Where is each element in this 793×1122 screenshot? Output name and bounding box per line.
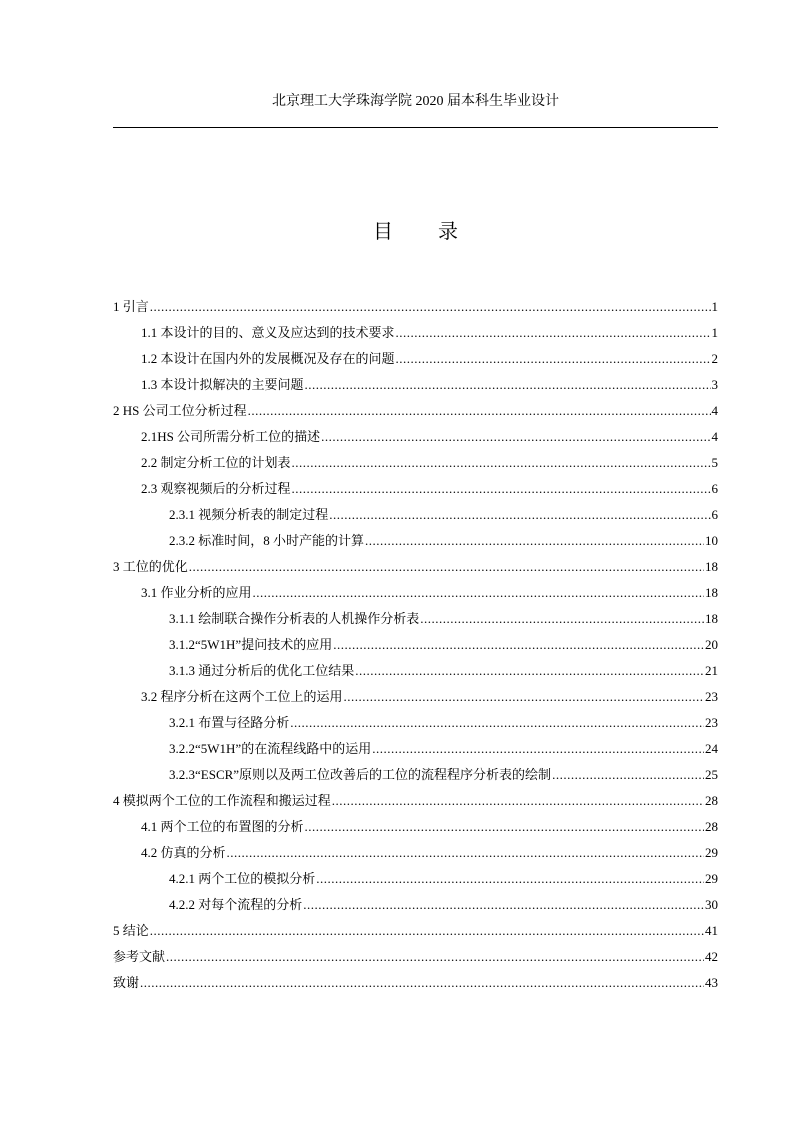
toc-page-number: 2: [711, 351, 718, 366]
toc-page-number: 10: [705, 533, 718, 548]
toc-page-number: 1: [711, 325, 718, 340]
toc-page-number: 29: [705, 871, 718, 886]
toc-entry[interactable]: [113, 974, 718, 1000]
toc-page-number: 6: [711, 507, 718, 522]
toc-dot-leader: [150, 922, 704, 940]
toc-page-number: 18: [705, 585, 718, 600]
toc-entry-title: 2.3.1 视频分析表的制定过程: [169, 507, 329, 522]
toc-entry[interactable]: [113, 818, 718, 844]
toc-dot-leader: [365, 532, 704, 550]
toc-entry[interactable]: [113, 350, 718, 376]
toc-entry[interactable]: [113, 584, 718, 610]
toc-dot-leader: [248, 402, 711, 420]
toc-entry-title: 4 模拟两个工位的工作流程和搬运过程: [113, 793, 331, 808]
toc-page-number: 18: [705, 559, 718, 574]
toc-entry-title: 致谢: [113, 975, 140, 990]
toc-entry[interactable]: [113, 636, 718, 662]
toc-entry[interactable]: [113, 896, 718, 922]
toc-page-number: 41: [705, 923, 718, 938]
table-of-contents: [113, 298, 718, 1000]
toc-entry-title: 3.2 程序分析在这两个工位上的运用: [141, 689, 343, 704]
toc-entry-title: 2.3.2 标准时间，8 小时产能的计算: [169, 533, 365, 548]
toc-page-number: 1: [711, 299, 718, 314]
toc-entry[interactable]: [113, 766, 718, 792]
toc-entry[interactable]: [113, 948, 718, 974]
toc-page-number: 30: [705, 897, 718, 912]
toc-dot-leader: [316, 870, 704, 888]
toc-dot-leader: [292, 454, 711, 472]
toc-dot-leader: [305, 818, 704, 836]
toc-entry-title: 1.3 本设计拟解决的主要问题: [141, 377, 304, 392]
toc-dot-leader: [290, 714, 704, 732]
toc-dot-leader: [420, 610, 704, 628]
toc-page-number: 43: [705, 975, 718, 990]
toc-entry-title: 3.2.3“ESCR”原则以及两工位改善后的工位的流程程序分析表的绘制: [169, 767, 552, 782]
toc-page-number: 5: [711, 455, 718, 470]
toc-page-number: 20: [705, 637, 718, 652]
toc-dot-leader: [372, 740, 704, 758]
toc-dot-leader: [355, 662, 704, 680]
toc-entry[interactable]: [113, 714, 718, 740]
toc-entry[interactable]: [113, 324, 718, 350]
toc-page-number: 18: [705, 611, 718, 626]
toc-page-number: 28: [705, 819, 718, 834]
toc-entry[interactable]: [113, 870, 718, 896]
toc-dot-leader: [305, 376, 711, 394]
running-header: 北京理工大学珠海学院 2020 届本科生毕业设计: [272, 94, 559, 109]
toc-entry-title: 3.1.1 绘制联合操作分析表的人机操作分析表: [169, 611, 420, 626]
toc-page-number: 6: [711, 481, 718, 496]
toc-entry[interactable]: [113, 298, 718, 324]
toc-entry[interactable]: [113, 428, 718, 454]
toc-page-number: 42: [705, 949, 718, 964]
toc-entry-title: 4.2.2 对每个流程的分析: [169, 897, 303, 912]
toc-dot-leader: [321, 428, 710, 446]
toc-dot-leader: [253, 584, 704, 602]
toc-page-number: 4: [711, 429, 718, 444]
toc-entry-title: 1.1 本设计的目的、意义及应达到的技术要求: [141, 325, 395, 340]
toc-dot-leader: [303, 896, 704, 914]
toc-entry-title: 4.2 仿真的分析: [141, 845, 226, 860]
toc-page-number: 21: [705, 663, 718, 678]
toc-entry[interactable]: [113, 402, 718, 428]
toc-entry[interactable]: [113, 506, 718, 532]
toc-page-number: 24: [705, 741, 718, 756]
toc-entry-title: 3.1.2“5W1H”提问技术的应用: [169, 637, 333, 652]
toc-entry-title: 1 引言: [113, 299, 149, 314]
toc-page-number: 3: [711, 377, 718, 392]
toc-entry-title: 5 结论: [113, 923, 149, 938]
toc-dot-leader: [329, 506, 710, 524]
toc-page-number: 23: [705, 715, 718, 730]
toc-dot-leader: [332, 792, 704, 810]
toc-entry-title: 2.2 制定分析工位的计划表: [141, 455, 291, 470]
toc-page-number: 23: [705, 689, 718, 704]
toc-dot-leader: [150, 298, 711, 316]
toc-entry[interactable]: [113, 454, 718, 480]
toc-entry-title: 2 HS 公司工位分析过程: [113, 403, 247, 418]
header-rule: [113, 127, 718, 128]
toc-entry[interactable]: [113, 532, 718, 558]
toc-dot-leader: [189, 558, 704, 576]
toc-page-number: 4: [711, 403, 718, 418]
toc-entry[interactable]: [113, 662, 718, 688]
toc-dot-leader: [396, 350, 711, 368]
toc-entry[interactable]: [113, 610, 718, 636]
toc-entry-title: 参考文献: [113, 949, 166, 964]
toc-entry-title: 3 工位的优化: [113, 559, 188, 574]
toc-page-number: 28: [705, 793, 718, 808]
toc-entry-title: 4.2.1 两个工位的模拟分析: [169, 871, 316, 886]
toc-entry-title: 3.2.2“5W1H”的在流程线路中的运用: [169, 741, 372, 756]
toc-entry[interactable]: [113, 922, 718, 948]
toc-dot-leader: [333, 636, 704, 654]
toc-dot-leader: [396, 324, 711, 342]
toc-entry-title: 1.2 本设计在国内外的发展概况及存在的问题: [141, 351, 395, 366]
toc-entry-title: 2.1HS 公司所需分析工位的描述: [141, 429, 321, 444]
toc-page-number: 29: [705, 845, 718, 860]
toc-entry-title: 4.1 两个工位的布置图的分析: [141, 819, 304, 834]
toc-dot-leader: [292, 480, 711, 498]
toc-entry[interactable]: [113, 844, 718, 870]
toc-entry-title: 2.3 观察视频后的分析过程: [141, 481, 291, 496]
toc-dot-leader: [166, 948, 704, 966]
toc-entry[interactable]: [113, 376, 718, 402]
toc-title: 目 录: [373, 221, 478, 243]
toc-dot-leader: [344, 688, 704, 706]
toc-entry[interactable]: [113, 688, 718, 714]
toc-entry-title: 3.2.1 布置与径路分析: [169, 715, 290, 730]
toc-page-number: 25: [705, 767, 718, 782]
toc-entry-title: 3.1.3 通过分析后的优化工位结果: [169, 663, 355, 678]
toc-dot-leader: [140, 974, 704, 992]
toc-dot-leader: [227, 844, 704, 862]
toc-entry[interactable]: [113, 558, 718, 584]
toc-entry-title: 3.1 作业分析的应用: [141, 585, 252, 600]
toc-dot-leader: [552, 766, 704, 784]
toc-entry[interactable]: [113, 792, 718, 818]
toc-entry[interactable]: [113, 480, 718, 506]
toc-entry[interactable]: [113, 740, 718, 766]
